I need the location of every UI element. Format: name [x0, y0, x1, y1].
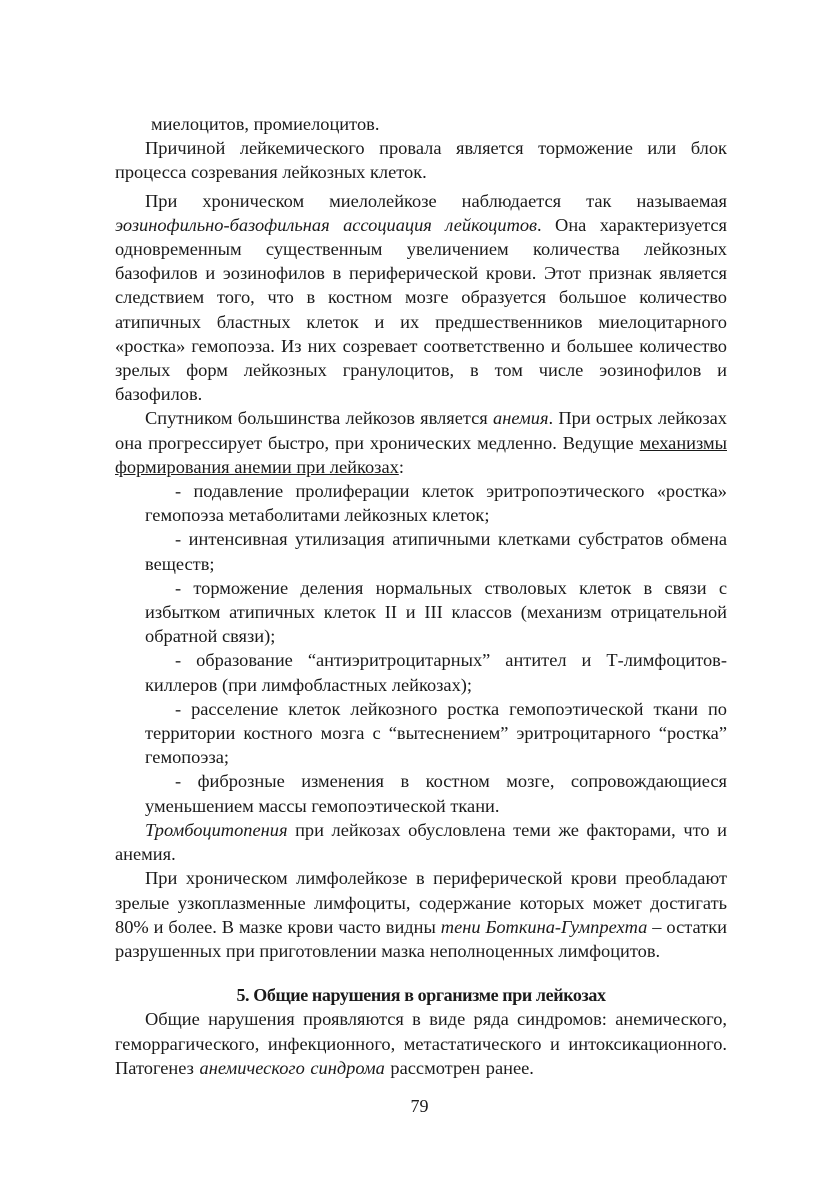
italic-term: тени Боткина-Гумпрехта: [440, 916, 648, 937]
bullet-item: [115, 527, 727, 575]
italic-term: анемического синдрома: [199, 1057, 385, 1078]
bullet-text: - интенсивная утилизация атипичными клетками субстратов обмена веществ;: [145, 529, 727, 574]
paragraph-text: Причиной лейкемического провала является торможение или блок процесса созревания лейкозных клеток.: [115, 138, 727, 183]
paragraph-thrombocytopenia: [115, 818, 727, 866]
bullet-item: [115, 769, 727, 817]
paragraph-text: При хроническом миелолейкозе наблюдается так называемая: [145, 190, 727, 211]
bullet-text: - образование “антиэритроцитарных” антител и Т-лимфоцитов-киллеров (при лимфобластных лейкозах);: [145, 650, 727, 695]
page-number: 79: [410, 1096, 429, 1116]
paragraph-text: :: [398, 456, 404, 477]
paragraph-text: миелоцитов, промиелоцитов.: [151, 114, 380, 134]
italic-term: эозинофильно-базофильная ассоциация лейкоцитов: [115, 214, 538, 235]
paragraph-general-disorders: [115, 1007, 727, 1080]
bullet-text: - подавление пролиферации клеток эритропоэтического «ростка» гемопоэза метаболитами лейкозных клеток;: [145, 481, 727, 526]
italic-term: Тромбоцитопения: [145, 819, 288, 840]
paragraph-text: При хроническом лимфолейкозе в периферической крови преобладают зрелые узкоплазменные лимфоциты, содержание которых может достигать 80% и более. В мазке крови часто видны: [115, 868, 727, 937]
paragraph-text: – остатки разрушенных при приготовлении мазка неполноценных лимфоцитов.: [115, 916, 728, 961]
paragraph-text: Общие нарушения проявляются в виде ряда синдромов: анемического, геморрагического, инфекционного, метастатического и интоксикационного. Патогенез: [115, 1009, 727, 1078]
document-page: [115, 112, 727, 1080]
bullet-text: - фиброзные изменения в костном мозге, сопровождающиеся уменьшением массы гемопоэтической ткани.: [145, 771, 727, 816]
section-heading: 5. Общие нарушения в организме при лейкозах: [236, 985, 606, 1006]
bullet-item: [115, 576, 727, 649]
bullet-item: [115, 479, 727, 527]
paragraph-continuation: [115, 112, 727, 136]
paragraph-text: при лейкозах обусловлена теми же факторами, что и анемия.: [115, 819, 727, 865]
paragraph-text: . Она характеризуется одновременным существенным увеличением количества лейкозных базофилов и эозинофилов в периферической крови. Этот признак является следствием того, что в костном мозге образуется большое количество атипичных бластных клеток и их предшественников миелоцитарного «ростка» гемопоэза. Из них созревает соответственно и большее количество зрелых форм лейкозных гранулоцитов, в том числе эозинофилов и базофилов.: [115, 214, 728, 405]
italic-term: анемия: [493, 408, 549, 429]
paragraph-chronic-myeloid: [115, 189, 727, 407]
bullet-text: - расселение клеток лейкозного ростка гемопоэтической ткани по территории костного мозга с “вытеснением” эритроцитарного “ростка” гемопоэза;: [145, 698, 727, 768]
bullet-item: [115, 648, 727, 696]
bullet-item: [115, 697, 727, 770]
paragraph-leukemic-gap: [115, 136, 727, 184]
paragraph-text: . При острых лейкозах она прогрессирует быстро, при хронических медленно. Ведущие: [115, 408, 727, 453]
underlined-term: механизмы формирования анемии при лейкозах: [115, 432, 727, 477]
paragraph-anemia: [115, 406, 727, 479]
paragraph-chronic-lymphoid: [115, 866, 727, 963]
bullet-text: - торможение деления нормальных стволовых клеток в связи с избытком атипичных клеток II и III классов (механизм отрицательной обратной связи);: [145, 577, 727, 647]
paragraph-text: Спутником большинства лейкозов является: [145, 408, 493, 429]
paragraph-text: рассмотрен ранее.: [384, 1057, 534, 1078]
